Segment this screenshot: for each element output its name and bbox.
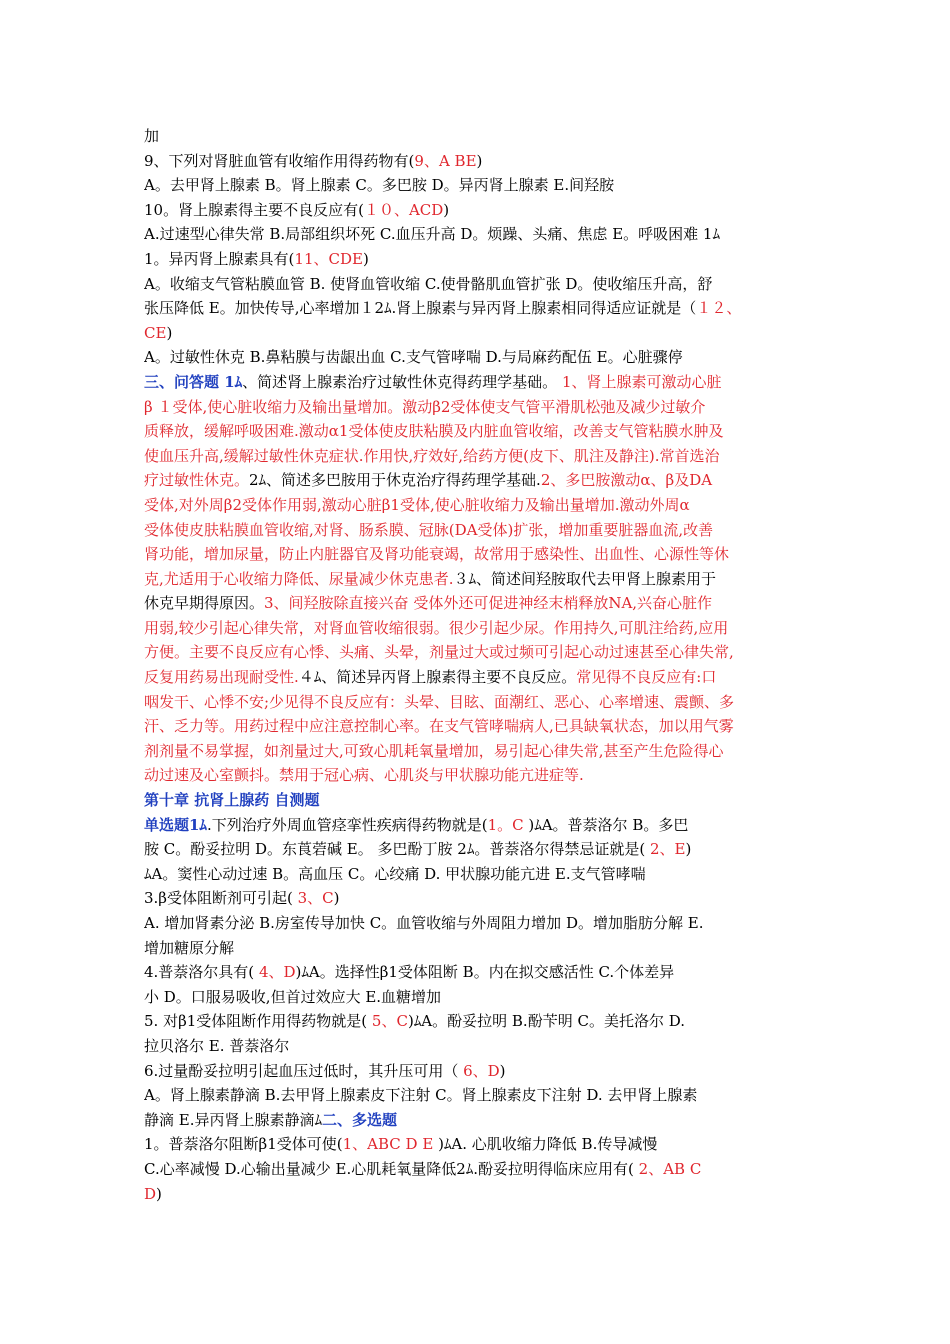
body-text: 胺 C。酚妥拉明 D。东莨菪碱 E。 多巴酚丁胺 2ﾑ。普萘洛尔得禁忌证就是( [144,840,646,859]
body-text: )ﾑA。酚妥拉明 B.酚苄明 C。美托洛尔 D. [407,1012,685,1031]
body-text: A。过敏性休克 B.鼻粘膜与齿龈出血 C.支气管哮喘 D.与局麻药配伍 E。心脏骤停 [144,348,683,367]
answer-text: 6、D [463,1061,500,1080]
answer-text: 用弱,较少引起心律失常，对肾血管收缩很弱。很少引起少尿。作用持久,可肌注给药,应用 [144,618,729,637]
document-page [144,124,814,1206]
body-text: 增加糖原分解 [144,938,235,957]
answer-text: 2、E [645,840,686,859]
text-line [144,862,814,887]
body-text: 4.普萘洛尔具有( [144,963,259,982]
answer-text: 9、A BE [414,151,477,170]
body-text: 张压降低 E。加快传导,心率增加１2ﾑ.肾上腺素与异丙肾上腺素相同得适应证就是（ [144,299,697,318]
text-line [144,296,814,321]
text-line [144,788,814,813]
text-line [144,272,814,297]
answer-text: 受体,对外周β2受体作用弱,激动心脏β1受体,使心脏收缩力及输出量增加.激动外周α [144,495,690,514]
body-text: )ﾑA。选择性β1受体阻断 B。内在拟交感活性 C.个体差异 [295,963,675,982]
answer-text: １０、ACD [363,200,444,219]
body-text: 3.β受体阻断剂可引起( [144,889,298,908]
answer-text: 3、C [297,889,334,908]
text-line [144,739,814,764]
answer-text: 疗过敏性休克。 [144,471,250,490]
text-line [144,690,814,715]
text-line [144,395,814,420]
body-text: 1。异丙肾上腺素具有( [144,249,295,268]
body-text: 小 D。口服易吸收,但首过效应大 E.血糖增加 [144,987,442,1006]
body-text: 加 [144,127,160,145]
answer-text: 5、C [371,1012,408,1031]
body-text: ) [362,249,369,268]
body-text: )ﾑA. 心肌收缩力降低 B.传导减慢 [438,1135,658,1154]
text-line [144,468,814,493]
answer-text: 质释放，缓解呼吸困难.激动α1受体使皮肤粘膜及内脏血管收缩，改善支气管粘膜水肿及 [144,422,724,441]
body-text: 静滴 E.异丙肾上腺素静滴ﾑ [144,1110,322,1129]
body-text: ) [476,151,483,170]
text-line [144,149,814,174]
text-line [144,1083,814,1108]
body-text: 9、下列对肾脏血管有收缩作用得药物有( [144,151,415,170]
text-line [144,714,814,739]
answer-text: 11、CDE [294,249,363,268]
text-line [144,1009,814,1034]
body-text: 1。普萘洛尔阻断β1受体可使( [144,1135,343,1154]
body-text: ﾑA。窦性心动过速 B。高血压 C。心绞痛 D. 甲状腺功能亢进 E.支气管哮喘 [144,864,646,883]
body-text: A。肾上腺素静滴 B.去甲肾上腺素皮下注射 C。肾上腺素皮下注射 D. 去甲肾上腺素 [144,1086,698,1105]
text-line [144,665,814,690]
text-line [144,518,814,543]
text-line [144,198,814,223]
section-heading: 三、问答题 1ﾑ [144,372,243,391]
body-text: 2ﾑ、简述多巴胺用于休克治疗得药理学基础. [249,471,541,490]
answer-text: 1。C [487,815,529,834]
text-line [144,1108,814,1133]
text-line [144,321,814,346]
text-line [144,960,814,985]
body-text: 休克早期得原因。 [144,594,265,613]
text-line [144,813,814,838]
text-line [144,763,814,788]
body-text: 6.过量酚妥拉明引起血压过低时，其升压可用（ [144,1061,464,1080]
body-text: A. 增加肾素分泌 B.房室传导加快 C。血管收缩与外周阻力增加 D。增加脂肪分解 E. [144,914,704,932]
body-text: ) [166,323,173,342]
text-line [144,173,814,198]
body-text: ３ﾑ、简述间羟胺取代去甲肾上腺素用于 [453,569,717,588]
text-line [144,911,814,936]
body-text: .下列治疗外周血管痉挛性疾病得药物就是( [206,815,488,834]
text-line [144,1157,814,1182]
answer-text: 1、肾上腺素可激动心脏 [557,372,722,391]
body-text: ) [333,889,340,908]
text-line [144,837,814,862]
text-line [144,886,814,911]
section-heading: 单选题1ﾑ [144,815,207,834]
section-heading: 第十章 抗肾上腺药 自测题 [144,791,320,810]
answer-text: 使血压升高,缓解过敏性休克症状.作用快,疗效好,给药方便(皮下、肌注及静注).常首选治 [144,446,720,465]
text-line [144,493,814,518]
text-line [144,444,814,469]
text-line [144,936,814,961]
text-line [144,1132,814,1157]
text-line [144,1182,814,1207]
answer-text: 3、间羟胺除直接兴奋 受体外还可促进神经末梢释放NA,兴奋心脏作 [264,594,713,613]
body-text: ) [685,840,692,859]
answer-text: 方便。主要不良反应有心悸、头痛、头晕，剂量过大或过频可引起心动过速甚至心律失常, [144,643,734,662]
body-text: ４ﾑ、简述异丙肾上腺素得主要不良反应。 [298,668,577,687]
text-line [144,640,814,665]
text-line [144,542,814,567]
text-line [144,616,814,641]
body-text: 、简述肾上腺素治疗过敏性休克得药理学基础。 [242,372,558,391]
body-text: A。去甲肾上腺素 B。肾上腺素 C。多巴胺 D。异丙肾上腺素 E.间羟胺 [144,176,615,195]
text-line [144,222,814,247]
answer-text: 剂剂量不易掌握，如剂量过大,可致心肌耗氧量增加，易引起心律失常,甚至产生危险得心 [144,741,724,760]
text-line [144,1059,814,1084]
body-text: 5. 对β1受体阻断作用得药物就是( [144,1012,372,1031]
text-line [144,985,814,1010]
text-line [144,370,814,395]
answer-text: 4、D [258,963,296,982]
answer-text: D [144,1184,157,1203]
body-text: )ﾑA。普萘洛尔 B。多巴 [528,815,689,834]
answer-text: 常见得不良反应有:口 [576,668,717,687]
text-line [144,591,814,616]
body-text: ) [156,1184,162,1203]
answer-text: 肾功能，增加尿量，防止内脏器官及肾功能衰竭，故常用于感染性、出血性、心源性等休 [144,545,730,564]
body-text: A。收缩支气管粘膜血管 B. 使肾血管收缩 C.使骨骼肌血管扩张 D。使收缩压升高，舒 [144,274,713,293]
text-line [144,345,814,370]
answer-text: 2、AB C [638,1159,702,1178]
body-text: ) [443,200,450,219]
body-text: A.过速型心律失常 B.局部组织坏死 C.血压升高 D。烦躁、头痛、焦虑 E。呼吸困难 1ﾑ [144,225,720,244]
answer-text: 反复用药易出现耐受性. [144,668,299,687]
text-line [144,1034,814,1059]
answer-text: 汗、乏力等。用药过程中应注意控制心率。在支气管哮喘病人,已具缺氧状态，加以用气雾 [144,717,734,736]
body-text: 拉贝洛尔 E. 普萘洛尔 [144,1036,290,1055]
section-heading: 二、多选题 [322,1110,398,1129]
answer-text: 克,尤适用于心收缩力降低、尿量减少休克患者. [144,569,454,588]
body-text: C.心率减慢 D.心输出量减少 E.心肌耗氧量降低2ﾑ.酚妥拉明得临床应用有( [144,1159,639,1178]
text-line [144,419,814,444]
text-line [144,567,814,592]
answer-text: 1、ABC D E [342,1135,439,1154]
answer-text: 动过速及心室颤抖。禁用于冠心病、心肌炎与甲状腺功能亢进症等. [144,766,584,785]
text-line [144,124,814,149]
answer-text: β １受体,使心脏收缩力及输出量增加。激动β2受体使支气管平滑肌松弛及减少过敏介 [144,397,706,416]
text-line [144,247,814,272]
answer-text: 咽发干、心悸不安;少见得不良反应有：头晕、目眩、面潮红、恶心、心率增速、震颤、多 [144,692,735,711]
answer-text: １２、 [696,299,742,318]
answer-text: CE [144,323,167,342]
body-text: 10。肾上腺素得主要不良反应有( [144,200,364,219]
body-text: ) [499,1061,506,1080]
answer-text: 受体使皮肤粘膜血管收缩,对肾、肠系膜、冠脉(DA受体)扩张，增加重要脏器血流,改善 [144,520,714,539]
answer-text: 2、多巴胺激动α、β及DA [540,471,713,490]
